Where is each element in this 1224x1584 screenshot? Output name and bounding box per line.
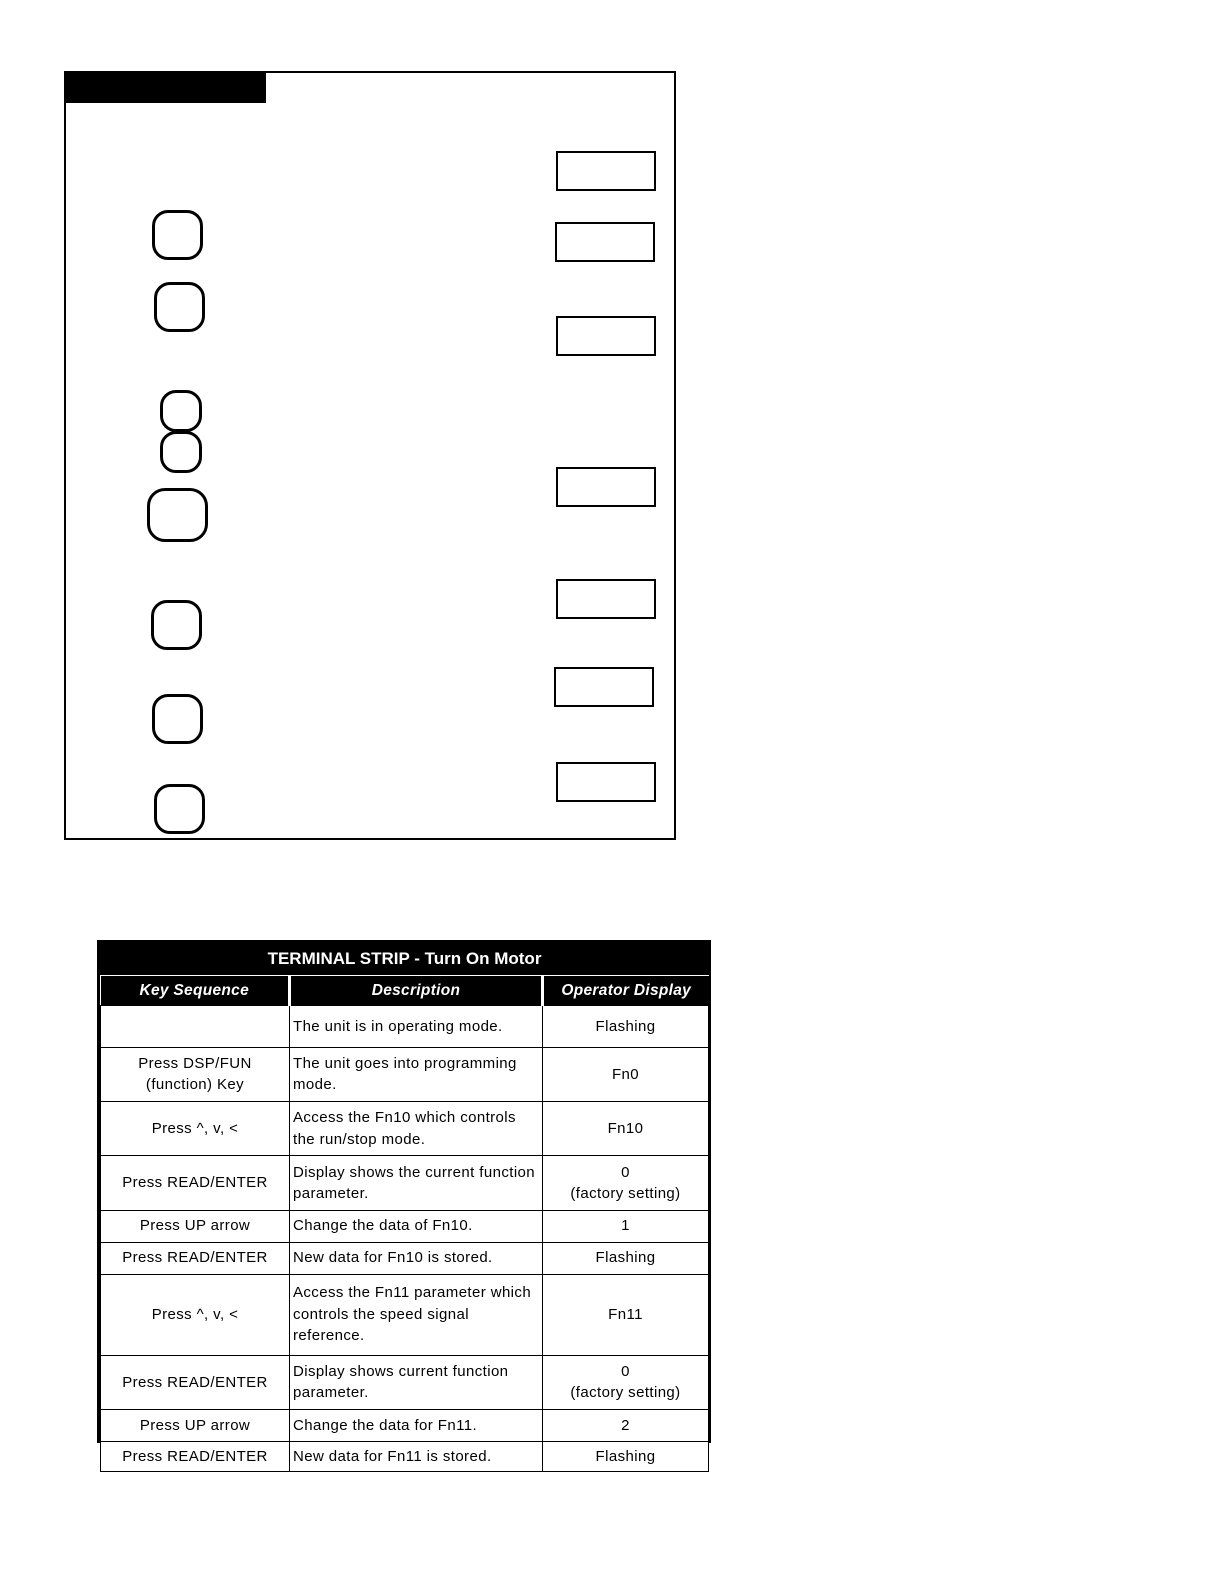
operator-display-cell: Fn10 — [543, 1101, 709, 1155]
keypad-key-outline — [151, 600, 202, 650]
operator-display-box — [556, 151, 656, 191]
operator-display-box — [556, 579, 656, 619]
key-sequence-cell: Press READ/ENTER — [101, 1442, 290, 1472]
operator-display-cell: 1 — [543, 1210, 709, 1242]
figure-header-bar — [64, 71, 266, 103]
table-header-row — [101, 976, 709, 1006]
operator-display-cell: Flashing — [543, 1442, 709, 1472]
keypad-key-outline — [160, 390, 202, 432]
key-sequence-cell: Press ^, v, < — [101, 1274, 290, 1355]
description-cell: The unit is in operating mode. — [290, 1006, 543, 1048]
keypad-key-outline — [154, 784, 205, 834]
keypad-key-outline — [152, 210, 203, 260]
table-row — [101, 1274, 709, 1355]
table-row — [101, 1101, 709, 1155]
description-cell: Access the Fn11 parameter which controls the speed signal reference. — [290, 1274, 543, 1355]
operator-display-box — [556, 316, 656, 356]
operator-display-box — [555, 222, 655, 262]
keypad-key-outline — [152, 694, 203, 744]
key-sequence-cell: Press UP arrow — [101, 1410, 290, 1442]
key-sequence-cell: Press UP arrow — [101, 1210, 290, 1242]
operator-display-cell: Fn11 — [543, 1274, 709, 1355]
terminal-strip-table-wrapper — [97, 940, 711, 1465]
column-header-operator-display: Operator Display — [543, 976, 709, 1006]
table-row — [101, 1210, 709, 1242]
table-row — [101, 1047, 709, 1101]
description-cell: The unit goes into programming mode. — [290, 1047, 543, 1101]
table-title: TERMINAL STRIP - Turn On Motor — [100, 943, 709, 975]
key-sequence-cell: Press DSP/FUN (function) Key — [101, 1047, 290, 1101]
description-cell: New data for Fn11 is stored. — [290, 1442, 543, 1472]
description-cell: Change the data for Fn11. — [290, 1410, 543, 1442]
terminal-strip-table — [100, 943, 709, 1472]
table-row — [101, 1242, 709, 1274]
key-sequence-cell: Press READ/ENTER — [101, 1242, 290, 1274]
operator-display-box — [554, 667, 654, 707]
operator-display-cell: Flashing — [543, 1242, 709, 1274]
keypad-key-outline — [160, 431, 202, 473]
key-sequence-cell: Press READ/ENTER — [101, 1355, 290, 1409]
operator-display-cell: 0 (factory setting) — [543, 1355, 709, 1409]
table-row — [101, 1410, 709, 1442]
description-cell: New data for Fn10 is stored. — [290, 1242, 543, 1274]
description-cell: Display shows current function parameter. — [290, 1355, 543, 1409]
operator-display-cell: Fn0 — [543, 1047, 709, 1101]
keypad-key-outline — [147, 488, 208, 542]
operator-display-cell: 0 (factory setting) — [543, 1156, 709, 1210]
keypad-key-outline — [154, 282, 205, 332]
table-row — [101, 1442, 709, 1472]
operator-display-cell: Flashing — [543, 1006, 709, 1048]
column-header-description: Description — [290, 976, 543, 1006]
operator-display-box — [556, 467, 656, 507]
description-cell: Change the data of Fn10. — [290, 1210, 543, 1242]
column-header-key-sequence: Key Sequence — [101, 976, 290, 1006]
table-row — [101, 1355, 709, 1409]
table-row — [101, 1006, 709, 1048]
operator-display-box — [556, 762, 656, 802]
key-sequence-cell: Press ^, v, < — [101, 1101, 290, 1155]
operator-display-cell: 2 — [543, 1410, 709, 1442]
description-cell: Access the Fn10 which controls the run/stop mode. — [290, 1101, 543, 1155]
description-cell: Display shows the current function parameter. — [290, 1156, 543, 1210]
table-row — [101, 1156, 709, 1210]
key-sequence-cell — [101, 1006, 290, 1048]
key-sequence-cell: Press READ/ENTER — [101, 1156, 290, 1210]
